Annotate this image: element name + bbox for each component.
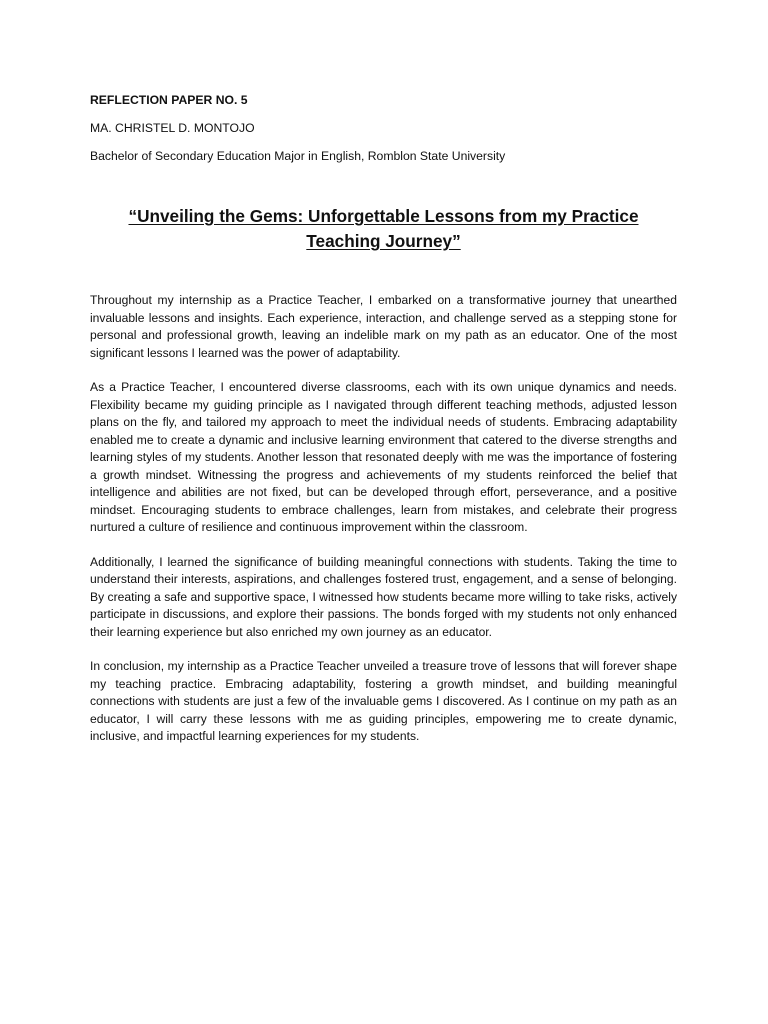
- paragraph-4: In conclusion, my internship as a Practice Teacher unveiled a treasure trove of lessons that will forever shape my teaching practice. Embracing adaptability, fostering a growth mindset, and building meaningful connections with students are just a few of the invaluable gems I discovered. As I continue on my path as an educator, I will carry these lessons with me as guiding principles, empowering me to create dynamic, inclusive, and impactful learning experiences for my students.: [90, 659, 677, 743]
- paragraph-3: Additionally, I learned the significance of building meaningful connections with students. Taking the time to understand their interests, aspirations, and challenges fostered trust, engagement, and a sense of belonging. By creating a safe and supportive space, I witnessed how students became more willing to take risks, actively participate in discussions, and explore their passions. The bonds forged with my students not only enhanced their learning experience but also enriched my own journey as an educator.: [90, 554, 677, 639]
- document-content: [90, 92, 677, 763]
- author-name: MA. CHRISTEL D. MONTOJO: [90, 121, 255, 135]
- title-line-1: “Unveiling the Gems: Unforgettable Lessons from my Practice: [128, 206, 639, 226]
- paper-label: REFLECTION PAPER NO. 5: [90, 93, 248, 107]
- title-line-2: Teaching Journey”: [306, 231, 461, 251]
- paragraph-2: As a Practice Teacher, I encountered diverse classrooms, each with its own unique dynamics and needs. Flexibility became my guiding principle as I navigated through different teaching methods, adjusted lesson plans on the fly, and tailored my approach to meet the individual needs of students. Embracing adaptability enabled me to create a dynamic and inclusive learning environment that catered to the diverse strengths and learning styles of my students. Another lesson that resonated deeply with me was the importance of fostering a growth mindset. Witnessing the progress and achievements of my students reinforced the belief that intelligence and abilities are not fixed, but can be developed through effort, perseverance, and a positive mindset. Encouraging students to embrace challenges, learn from mistakes, and celebrate their progress nurtured a culture of resilience and continuous improvement within the classroom.: [90, 380, 677, 534]
- paragraph-1: Throughout my internship as a Practice Teacher, I embarked on a transformative journey that unearthed invaluable lessons and insights. Each experience, interaction, and challenge served as a stepping stone for personal and professional growth, leaving an indelible mark on my path as an educator. One of the most significant lessons I learned was the power of adaptability.: [90, 293, 677, 360]
- document-title: [90, 204, 677, 254]
- program-affiliation: Bachelor of Secondary Education Major in English, Romblon State University: [90, 149, 506, 163]
- body-text: [90, 292, 677, 746]
